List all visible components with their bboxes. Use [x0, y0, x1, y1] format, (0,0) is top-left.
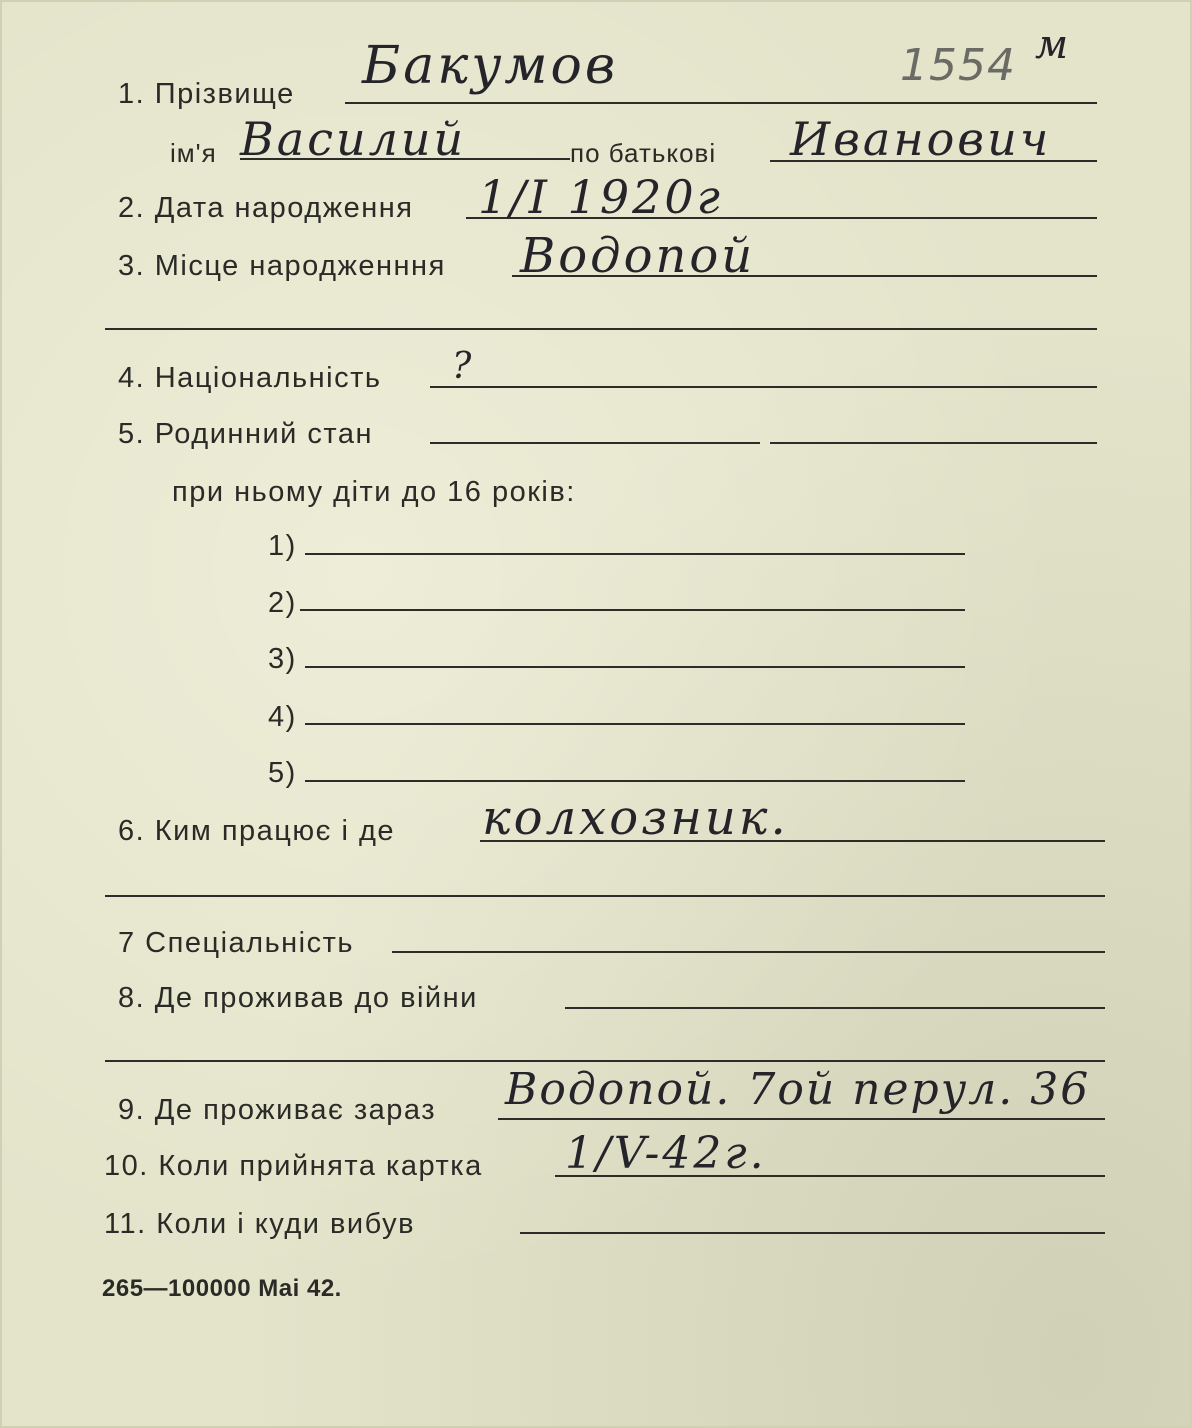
birth-date-label: 2. Дата народження — [118, 192, 414, 224]
birth-place-value: Водопой — [520, 228, 756, 284]
nationality-line — [430, 386, 1097, 388]
child-line-2 — [300, 609, 965, 611]
child-number-2: 2) — [268, 587, 297, 619]
surname-line — [345, 102, 1097, 104]
child-number-5: 5) — [268, 757, 297, 789]
marital-status-line-1 — [430, 442, 760, 444]
child-line-5 — [305, 780, 965, 782]
child-number-3: 3) — [268, 643, 297, 675]
prewar-residence-line — [565, 1007, 1105, 1009]
child-line-1 — [305, 553, 965, 555]
occupation-line-2 — [105, 895, 1105, 897]
nationality-value: ? — [452, 346, 475, 387]
birth-date-value: 1/I 1920г — [478, 170, 723, 224]
card-accepted-label: 10. Коли прийнята картка — [104, 1150, 483, 1182]
record-suffix: м — [1035, 22, 1072, 68]
child-line-4 — [305, 723, 965, 725]
child-line-3 — [305, 666, 965, 668]
specialty-line — [392, 951, 1105, 953]
departure-line — [520, 1232, 1105, 1234]
marital-status-line-2 — [770, 442, 1097, 444]
child-number-1: 1) — [268, 530, 297, 562]
birth-place-line-2 — [105, 328, 1097, 330]
surname-value: Бакумов — [362, 36, 619, 96]
specialty-label: 7 Спеціальність — [118, 927, 355, 959]
patronymic-value: Иванович — [790, 112, 1052, 166]
print-code: 265—100000 Mai 42. — [102, 1275, 342, 1302]
departure-label: 11. Коли і куди вибув — [104, 1208, 415, 1240]
record-number: 1554 — [900, 40, 1016, 91]
current-residence-line — [498, 1118, 1105, 1120]
marital-status-label: 5. Родинний стан — [118, 418, 374, 450]
card-accepted-value: 1/V-42г. — [565, 1128, 767, 1179]
current-residence-label: 9. Де проживає зараз — [118, 1094, 437, 1126]
prewar-residence-label: 8. Де проживав до війни — [118, 982, 478, 1014]
name-value: Василий — [240, 112, 467, 166]
name-label: ім'я — [170, 138, 217, 168]
children-label: при ньому діти до 16 років: — [172, 476, 576, 508]
occupation-value: колхозник. — [482, 790, 789, 846]
nationality-label: 4. Національність — [118, 362, 382, 394]
patronymic-label: по батькові — [570, 138, 717, 168]
birth-place-label: 3. Місце народженння — [118, 250, 446, 282]
child-number-4: 4) — [268, 701, 297, 733]
surname-label: 1. Прізвище — [118, 78, 295, 110]
current-residence-value: Водопой. 7ой перул. 36 — [505, 1064, 1091, 1115]
occupation-label: 6. Ким працює і де — [118, 815, 396, 847]
prewar-residence-line-2 — [105, 1060, 1105, 1062]
